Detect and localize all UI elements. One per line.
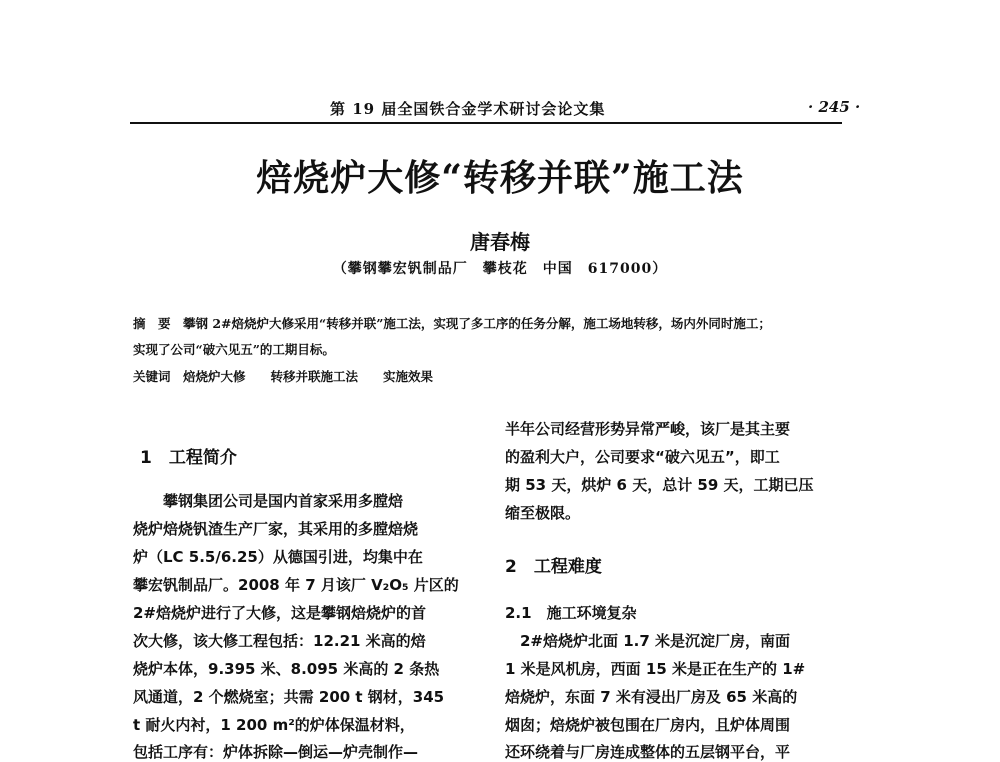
right-line: 的盈利大户，公司要求“破六见五”，即工 bbox=[505, 448, 780, 466]
page-number: · 245 · bbox=[808, 98, 861, 116]
left-line: 炉（LC 5.5/6.25）从德国引进，均集中在 bbox=[133, 548, 423, 566]
left-line: 2#焙烧炉进行了大修，这是攀钢焙烧炉的首 bbox=[133, 604, 427, 622]
left-line: 包括工序有：炉体拆除—倒运—炉壳制作— bbox=[133, 743, 419, 761]
right-line: 2#焙烧炉北面 1.7 米是沉淀厂房，南面 bbox=[505, 632, 791, 650]
right-line: 期 53 天，烘炉 6 天，总计 59 天，工期已压 bbox=[505, 476, 814, 494]
right-line: 1 米是风机房，西面 15 米是正在生产的 1# bbox=[505, 660, 806, 678]
author-name: 唐春梅 bbox=[470, 230, 530, 254]
author-affiliation: （攀钢攀宏钒制品厂 攀枝花 中国 617000） bbox=[332, 261, 668, 277]
section-2-heading: 2 工程难度 bbox=[505, 557, 602, 577]
left-line: 烧炉焙烧钒渣生产厂家，其采用的多膛焙烧 bbox=[133, 520, 419, 538]
left-line: t 耐火内衬，1 200 m²的炉体保温材料， bbox=[133, 716, 415, 734]
left-line: 烧炉本体，9.395 米、8.095 米高的 2 条热 bbox=[133, 660, 440, 678]
abstract-line-2: 实现了公司“破六见五”的工期目标。 bbox=[133, 342, 335, 357]
left-line: 攀宏钒制品厂。2008 年 7 月该厂 V₂O₅ 片区的 bbox=[133, 576, 459, 594]
section-1-heading: 1 工程简介 bbox=[140, 448, 237, 468]
left-line: 攀钢集团公司是国内首家采用多膛焙 bbox=[133, 492, 404, 510]
paper-title: 焙烧炉大修“转移并联”施工法 bbox=[256, 157, 744, 199]
right-line: 焙烧炉，东面 7 米有浸出厂房及 65 米高的 bbox=[505, 688, 798, 706]
abstract-line-1: 摘 要 攀钢 2#焙烧炉大修采用“转移并联”施工法，实现了多工序的任务分解，施工场地转移，场内外同时施工； bbox=[133, 316, 771, 331]
left-line: 风通道，2 个燃烧室；共需 200 t 钢材，345 bbox=[133, 688, 445, 706]
keywords: 关键词 焙烧炉大修 转移并联施工法 实施效果 bbox=[133, 369, 434, 384]
header-rule bbox=[130, 122, 842, 124]
running-header-title: 第 19 届全国铁合金学术研讨会论文集 bbox=[330, 100, 606, 118]
left-line: 次大修，该大修工程包括：12.21 米高的焙 bbox=[133, 632, 426, 650]
right-line: 烟囱；焙烧炉被包围在厂房内，且炉体周围 bbox=[505, 716, 791, 734]
right-line: 缩至极限。 bbox=[505, 504, 581, 522]
right-line: 半年公司经营形势异常严峻，该厂是其主要 bbox=[505, 420, 791, 438]
right-line: 还环绕着与厂房连成整体的五层钢平台，平 bbox=[505, 743, 791, 761]
subsection-2-1-heading: 2.1 施工环境复杂 bbox=[505, 604, 637, 622]
